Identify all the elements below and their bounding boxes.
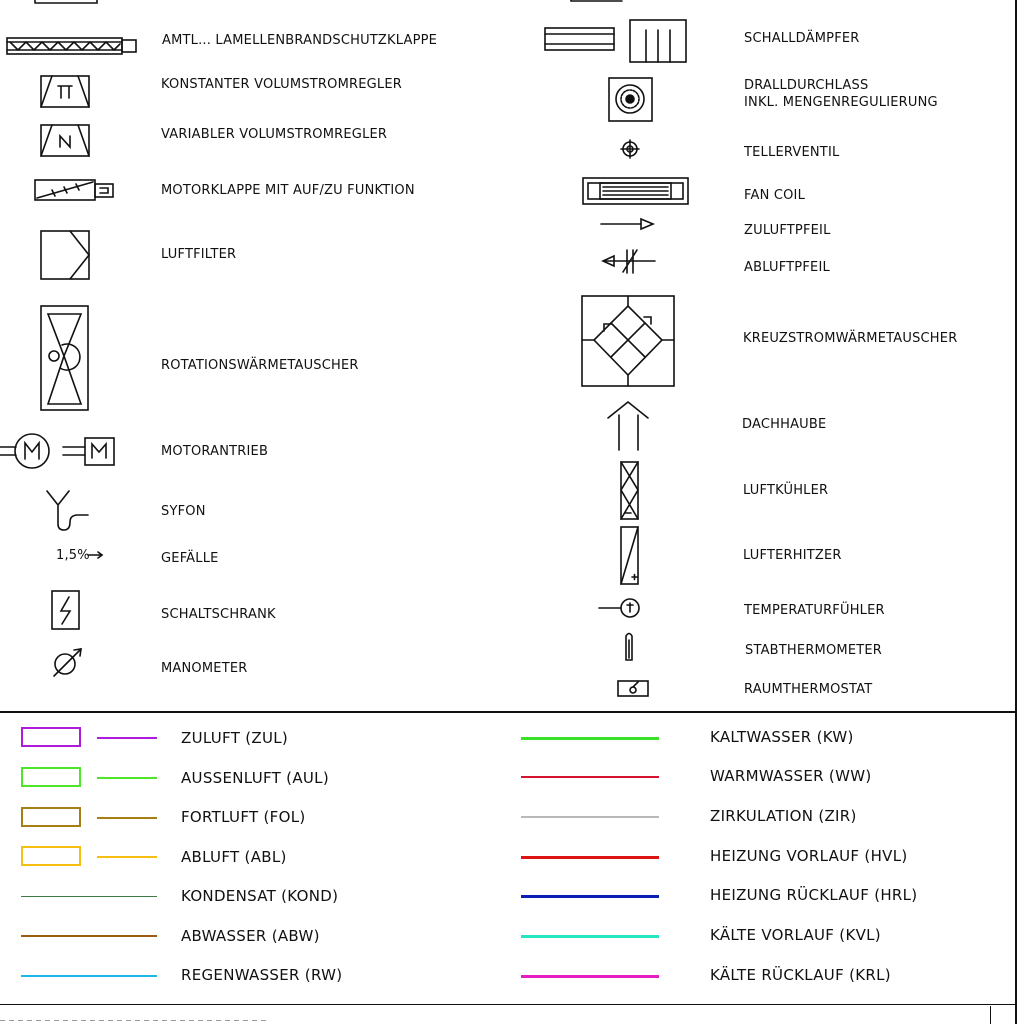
label-syfon: SYFON	[161, 503, 206, 520]
legend-box-fol	[21, 807, 81, 827]
legend-line-kw	[521, 737, 659, 740]
legend-line-fol	[97, 817, 157, 819]
label-luftkuehler: LUFTKÜHLER	[743, 482, 829, 499]
abluftpfeil-icon	[603, 250, 655, 273]
legend-box-abl	[21, 846, 81, 866]
label-konstanter-volumstromregler: KONSTANTER VOLUMSTROMREGLER	[161, 76, 402, 93]
legend-line-kond	[21, 896, 157, 897]
label-lamellenbrandschutzklappe: AMTL... LAMELLENBRANDSCHUTZKLAPPE	[162, 32, 438, 49]
label-zuluftpfeil: ZULUFTPFEIL	[744, 222, 831, 239]
label-variabler-volumstromregler: VARIABLER VOLUMSTROMREGLER	[161, 126, 388, 143]
fan-coil-icon	[583, 178, 688, 204]
stabthermometer-icon	[626, 634, 632, 661]
label-stabthermometer: STABTHERMOMETER	[745, 642, 883, 659]
legend-label-fol: FORTLUFT (FOL)	[181, 808, 306, 826]
label-dachhaube: DACHHAUBE	[742, 416, 827, 433]
rotationswaermetauscher-icon	[41, 306, 88, 410]
legend-label-abw: ABWASSER (ABW)	[181, 927, 320, 945]
label-abluftpfeil: ABLUFTPFEIL	[744, 259, 830, 276]
label-gefaelle: GEFÄLLE	[161, 550, 219, 567]
luftkuehler-icon	[621, 462, 638, 519]
konstanter-volumstromregler-icon	[41, 76, 89, 107]
gefaelle-arrow-icon	[88, 552, 102, 558]
label-motorantrieb: MOTORANTRIEB	[161, 443, 269, 460]
legend-label-abl: ABLUFT (ABL)	[181, 848, 287, 866]
clipped-top-symbol-right	[571, 0, 622, 1]
legend-line-rw	[21, 975, 157, 977]
label-rotationswaermetauscher: ROTATIONSWÄRMETAUSCHER	[161, 357, 359, 374]
manometer-icon	[54, 649, 81, 676]
tellerventil-icon	[621, 140, 639, 158]
label-luftfilter: LUFTFILTER	[161, 246, 237, 263]
label-schaltschrank: SCHALTSCHRANK	[161, 606, 276, 623]
luftfilter-icon	[41, 231, 89, 279]
label-tellerventil: TELLERVENTIL	[744, 144, 840, 161]
motorklappe-icon	[35, 180, 113, 200]
legend-label-hvl: HEIZUNG VORLAUF (HVL)	[710, 847, 908, 865]
temperaturfuehler-icon	[599, 599, 639, 617]
motorantrieb-icon	[0, 434, 114, 468]
schalldaempfer-icon	[545, 20, 686, 62]
label-fan-coil: FAN COIL	[744, 187, 806, 204]
legend-label-kond: KONDENSAT (KOND)	[181, 887, 339, 905]
dralldurchlass-icon	[609, 78, 652, 121]
zuluftpfeil-icon	[601, 219, 653, 229]
label-raumthermostat: RAUMTHERMOSTAT	[744, 681, 873, 698]
clipped-top-symbol-left	[35, 0, 97, 3]
legend-label-hrl: HEIZUNG RÜCKLAUF (HRL)	[710, 886, 918, 904]
syfon-icon	[47, 491, 88, 530]
legend-line-hvl	[521, 856, 659, 859]
legend-box-aul	[21, 767, 81, 787]
legend-line-hrl	[521, 895, 659, 898]
legend-label-ww: WARMWASSER (WW)	[710, 767, 872, 785]
label-manometer: MANOMETER	[161, 660, 248, 677]
lufterhitzer-icon	[621, 527, 638, 584]
legend-line-abl	[97, 856, 157, 858]
legend-label-kvl: KÄLTE VORLAUF (KVL)	[710, 926, 881, 944]
schaltschrank-icon	[52, 591, 79, 629]
legend-line-zir	[521, 816, 659, 818]
legend-line-abw	[21, 935, 157, 937]
legend-label-kw: KALTWASSER (KW)	[710, 728, 854, 746]
label-dralldurchlass: DRALLDURCHLASS	[744, 77, 869, 94]
legend-label-zul: ZULUFT (ZUL)	[181, 729, 289, 747]
legend-box-zul	[21, 727, 81, 747]
legend-label-zir: ZIRKULATION (ZIR)	[710, 807, 857, 825]
raumthermostat-icon	[618, 681, 648, 696]
clipped-footer-text	[0, 1020, 270, 1021]
legend-line-ww	[521, 776, 659, 778]
legend-label-aul: AUSSENLUFT (AUL)	[181, 769, 329, 787]
label-motorklappe: MOTORKLAPPE MIT AUF/ZU FUNKTION	[161, 182, 415, 199]
legend-label-krl: KÄLTE RÜCKLAUF (KRL)	[710, 966, 891, 984]
label-temperaturfuehler: TEMPERATURFÜHLER	[744, 602, 885, 619]
legend-line-zul	[97, 737, 157, 739]
bottom-border	[0, 1004, 1017, 1005]
dachhaube-icon	[608, 402, 648, 450]
lamellenbrandschutzklappe-icon	[7, 38, 136, 54]
variabler-volumstromregler-icon	[41, 125, 89, 156]
legend-line-kvl	[521, 935, 659, 938]
kreuzstromwaermetauscher-icon	[582, 296, 674, 386]
corner-tick	[990, 1006, 991, 1024]
legend-label-rw: REGENWASSER (RW)	[181, 966, 343, 984]
label-lufterhitzer: LUFTERHITZER	[743, 547, 842, 564]
legend-line-aul	[97, 777, 157, 779]
label-kreuzstromwaermetauscher: KREUZSTROMWÄRMETAUSCHER	[743, 330, 958, 347]
legend-line-krl	[521, 975, 659, 978]
label-schalldaempfer: SCHALLDÄMPFER	[744, 30, 860, 47]
gefaelle-percent: 1,5%	[56, 547, 90, 564]
label-dralldurchlass-line2: INKL. MENGENREGULIERUNG	[744, 94, 938, 111]
